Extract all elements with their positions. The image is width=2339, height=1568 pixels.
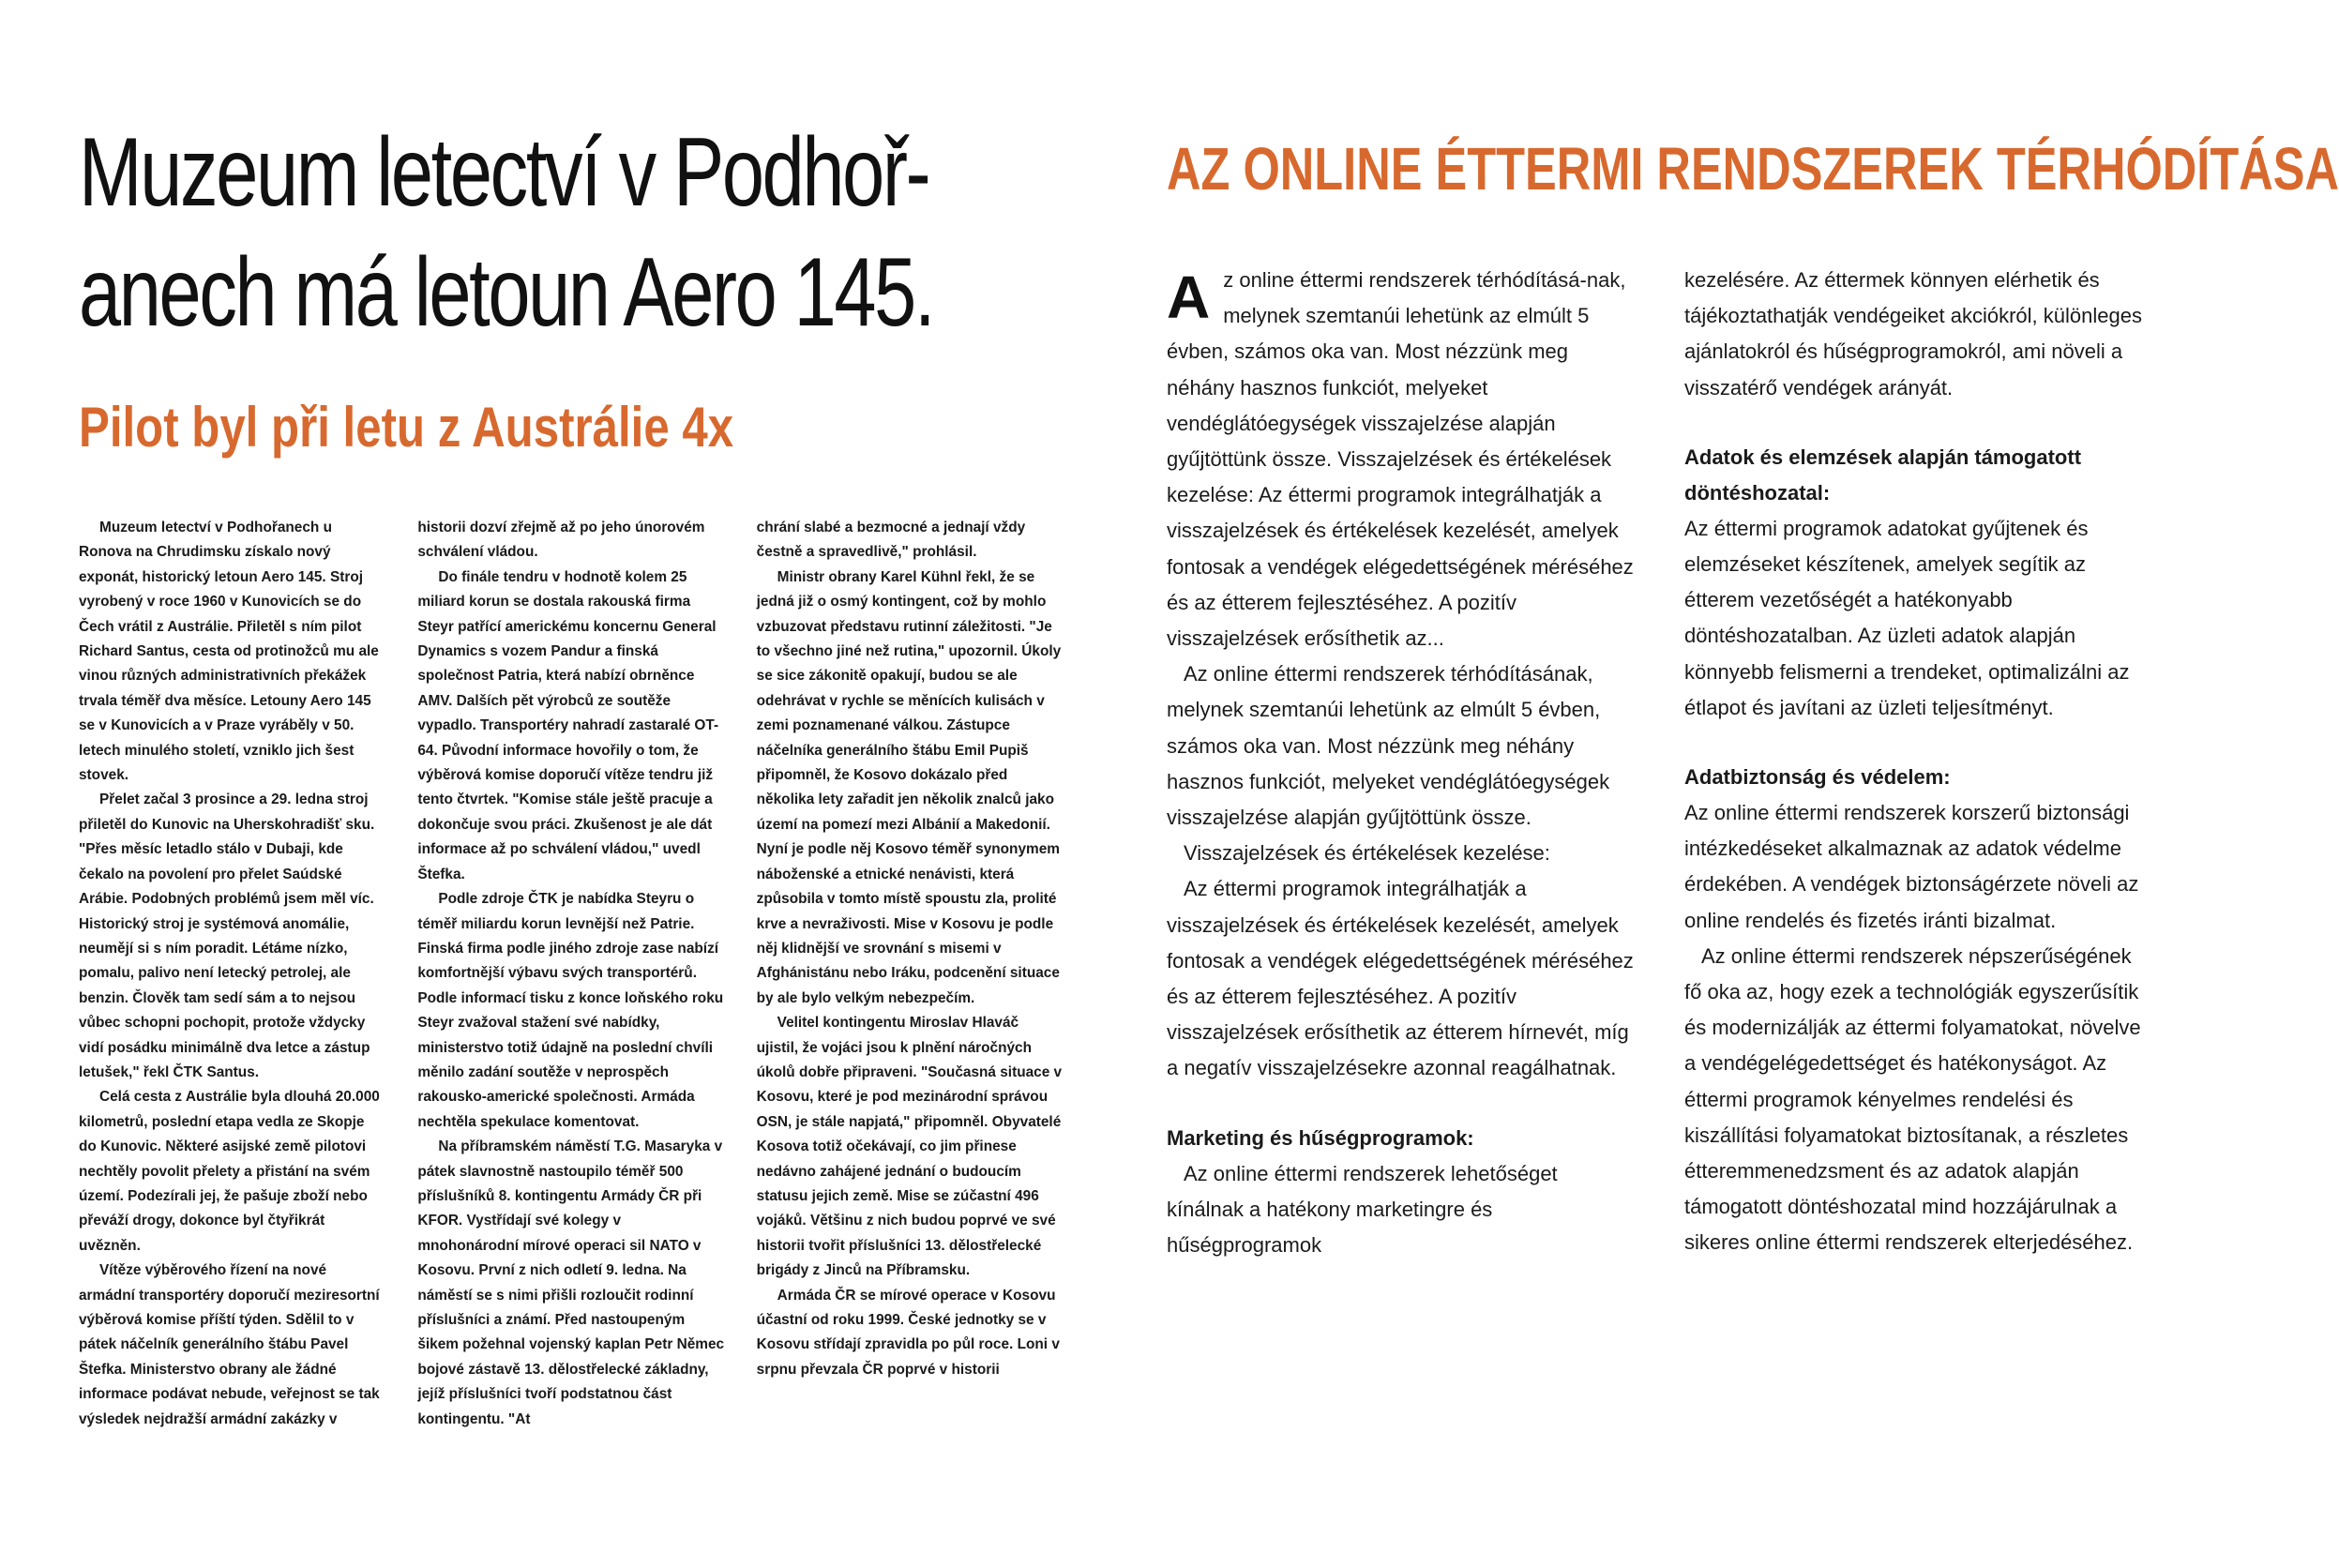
- article-title: AZ ONLINE ÉTTERMI RENDSZEREK TÉRHÓDÍTÁSA: [1167, 135, 2339, 203]
- paragraph: kezelésére. Az éttermek könnyen elérhetik és tájékoztathatják vendégeiket akciókról, különleges ajánlatokról és hűségprogramokról, ami növeli a visszatérő vendégek arányát.: [1684, 268, 2142, 400]
- paragraph: Visszajelzések és értékelések kezelése:: [1184, 841, 1550, 866]
- article-column-1: [1167, 263, 1636, 1294]
- paragraph: Velitel kontingentu Miroslav Hlaváč ujistil, že vojáci jsou k plnění náročných úkolů dobře připraveni. "Současná situace v Kosovu, které je pod mezinárodní správou OSN, je stále napjatá," připomněl. Obyvatelé Kosova totiž očekávají, co jim přinese nedávno zahájené jednání o budoucím statusu jejich země. Mise se zúčastní 496 vojáků. Většinu z nich budou poprvé ve své historii tvořit příslušníci 13. dělostřelecké brigády z Jinců na Příbramsku.: [756, 1015, 1063, 1279]
- paragraph: Do finále tendru v hodnotě kolem 25 miliard korun se dostala rakouská firma Steyr patřící americkému koncernu General Dynamics s vozem Pandur a finská společnost Patria, která nabízí obrněnce AMV. Dalších pět výrobců ze soutěže vypadlo. Transportéry nahradí zastaralé OT-64. Původní informace hovořily o tom, že výběrová komise doporučí vítěze tendru již tento čtvrtek. "Komise stále ještě pracuje a dokončuje svou práci. Zkušenost je ale dát informace až po schválení vládou," uvedl Štefka.: [417, 568, 719, 882]
- paragraph: Vítěze výběrového řízení na nové armádní transportéry doporučí meziresortní výběrová komise příští týden. Sdělil to v pátek náčelník generálního štábu Pavel Štefka. Ministerstvo obrany ale žádné informace podávat nebude, veřejnost se tak výsledek nejdražší armádní zakázky v: [79, 1262, 380, 1427]
- section-heading-security: Adatbiztonság és védelem:: [1684, 765, 1951, 790]
- intro-text: z online éttermi rendszerek térhódításá-nak, melynek szemtanúi lehetünk az elmúlt 5 évben, számos oka van. Most nézzünk meg néhány hasznos funkciót, melyeket vendéglátóegységek visszajelzése alapján gyűjtöttünk össze. Visszajelzések és értékelések kezelése: Az éttermi programok integrálhatják a visszajelzések és értékelések kezelését, amelyek fontosak a vendégek elégedettségének méréséhez és az étterem fejlesztéséhez. A pozitív visszajelzések erősíthetik az...: [1167, 268, 1634, 651]
- paragraph: Armáda ČR se mírové operace v Kosovu účastní od roku 1999. České jednotky se v Kosovu střídají zpravidla po půl roce. Loni v srpnu převzala ČR poprvé v historii: [756, 1287, 1060, 1378]
- paragraph: Az éttermi programok adatokat gyűjtenek és elemzéseket készítenek, amelyek segítik az étterem vezetőségét a hatékonyabb döntéshozatalban. Az üzleti adatok alapján könnyebb felismerni a trendeket, optimalizálni az étlapot és javítani az üzleti teljesítményt.: [1684, 516, 2130, 719]
- paragraph: historii dozví zřejmě až po jeho únorovém schválení vládou.: [417, 520, 705, 561]
- paragraph: chrání slabé a bezmocné a jednají vždy čestně a spravedlivě," prohlásil.: [756, 520, 1026, 561]
- paragraph: Přelet začal 3 prosince a 29. ledna stroj přiletěl do Kunovic na Uherskohradišť sku. "Přes měsíc letadlo stálo v Dubaji, kde čekalo na povolení pro přelet Saúdské Arábie. Podobných problémů jsem měl víc. Historický stroj je systémová anomálie, neumějí si s ním poradit. Létáme nízko, pomalu, palivo není letecký petrolej, ale benzin. Člověk tam sedí sám a to nejsou vůbec schopni pochopit, protože vždycky vidí posádku minimálně dva letce a zástup letušek," řekl ČTK Santus.: [79, 792, 375, 1080]
- article-columns: [1167, 263, 2180, 1294]
- paragraph: Az online éttermi rendszerek térhódításának, melynek szemtanúi lehetünk az elmúlt 5 évben, számos oka van. Most nézzünk meg néhány hasznos funkciót, melyeket vendéglátóegységek visszajelzése alapján gyűjtöttünk össze.: [1167, 662, 1610, 830]
- article-column-2: [417, 516, 725, 1427]
- right-page: [1110, 0, 2339, 1568]
- paragraph: Az online éttermi rendszerek korszerű biztonsági intézkedéseket alkalmaznak az adatok védelme érdekében. A vendégek biztonságérzete növeli az online rendelés és fizetés iránti bizalmat.: [1684, 801, 2139, 932]
- paragraph: Muzeum letectví v Podhořanech u Ronova na Chrudimsku získalo nový exponát, historický letoun Aero 145. Stroj vyrobený v roce 1960 v Kunovicích se do Čech vrátil z Austrálie. Přiletěl s ním pilot Richard Santus, cesta od protinožců mu ale vinou různých administrativních překážek trvala téměř dva měsíce. Letouny Aero 145 se v Kunovicích a v Praze vyráběly v 50. letech minulého století, vzniklo jich šest stovek.: [79, 520, 379, 784]
- dropcap: A: [1167, 264, 1211, 331]
- article-column-1: [79, 516, 385, 1427]
- paragraph: Na příbramském náměstí T.G. Masaryka v pátek slavnostně nastoupilo téměř 500 příslušníků 8. kontingentu Armády ČR při KFOR. Vystřídají své kolegy v mnohonárodní mírové operaci sil NATO v Kosovu. První z nich odletí 9. ledna. Na náměstí se s nimi přišli rozloučit rodinní příslušníci a známí. Před nastoupeným šikem požehnal vojenský kaplan Petr Němec bojové zástavě 13. dělostřelecké základny, jejíž příslušníci tvoří podstatnou část kontingentu. "At: [417, 1138, 725, 1427]
- section-heading-data: Adatok és elemzések alapján támogatott döntéshozatal:: [1684, 445, 2082, 505]
- paragraph: Ministr obrany Karel Kühnl řekl, že se jedná již o osmý kontingent, což by mohlo vzbuzovat představu rutinní záležitosti. "Je to všechno jiné než rutina," upozornil. Úkoly se sice zákonitě opakují, budou se ale odehrávat v rychle se měnících kulisách v zemi poznamenané válkou. Zástupce náčelníka generálního štábu Emil Pupiš připomněl, že Kosovo dokázalo před několika lety zařadit jen několik znalců jako území na pomezí mezi Albánií a Makedonií. Nyní je podle něj Kosovo téměř synonymem náboženské a etnické nenávisti, která způsobila v tomto místě spoustu zla, prolité krve a nevraživosti. Mise v Kosovu je podle něj klidnější ve srovnání s misemi v Afghánistánu nebo Iráku, podcenění situace by ale bylo velkým nebezpečím.: [756, 568, 1062, 1006]
- paragraph: Podle zdroje ČTK je nabídka Steyru o téměř miliardu korun levnější než Patrie. Finská firma podle jiného zdroje zase nabízí komfortnější výbavu svých transportérů. Podle informací tisku z konce loňského roku Steyr zvažoval stažení své nabídky, ministerstvo totiž údajně na poslední chvíli měnilo zadání soutěže v neprospěch rakousko-americké společnosti. Armáda nechtěla spekulace komentovat.: [417, 891, 724, 1130]
- paragraph: Celá cesta z Austrálie byla dlouhá 20.000 kilometrů, poslední etapa vedla ze Skopje do Kunovic. Některé asijské země pilotovi nechtěly povolit přelety a přistání na svém území. Podezírali jej, že pašuje zboží nebo převáží drogy, dokonce byl čtyřikrát uvězněn.: [79, 1089, 380, 1254]
- left-page: [0, 0, 1110, 1568]
- headline-line-2: anech má letoun Aero 145.: [79, 238, 934, 347]
- paragraph: Az éttermi programok integrálhatják a visszajelzések és értékelések kezelését, amelyek fontosak a vendégek elégedettségének méréséhez és az étterem fejlesztéséhez. A pozitív visszajelzések erősíthetik az étterem hírnevét, míg a negatív visszajelzésekre azonnal reagálhatnak.: [1167, 877, 1634, 1080]
- subheadline: Pilot byl při letu z Austrálie 4x: [79, 396, 734, 459]
- intro-paragraph: [1167, 263, 1636, 656]
- headline-line-1: Muzeum letectví v Podhoř-: [79, 118, 929, 227]
- article-column-3: [757, 516, 1064, 1416]
- article-column-2: [1684, 263, 2153, 1294]
- headline: [79, 113, 934, 353]
- section-heading-marketing: Marketing és hűségprogramok:: [1167, 1125, 1474, 1150]
- paragraph: Az online éttermi rendszerek népszerűségének fő oka az, hogy ezek a technológiák egyszerűsítik és modernizálják az éttermi folyamatokat, növelve a vendégelégedettséget és hatékonyságot. Az éttermi programok kényelmes rendelési és kiszállítási folyamatokat biztosítanak, a részletes étteremmenedzsment és az adatok alapján támogatott döntéshozatal mind hozzájárulnak a sikeres online éttermi rendszerek elterjedéséhez.: [1684, 943, 2141, 1255]
- article-columns: [79, 516, 1064, 1427]
- paragraph: Az online éttermi rendszerek lehetőséget kínálnak a hatékony marketingre és hűségprogramok: [1167, 1161, 1558, 1258]
